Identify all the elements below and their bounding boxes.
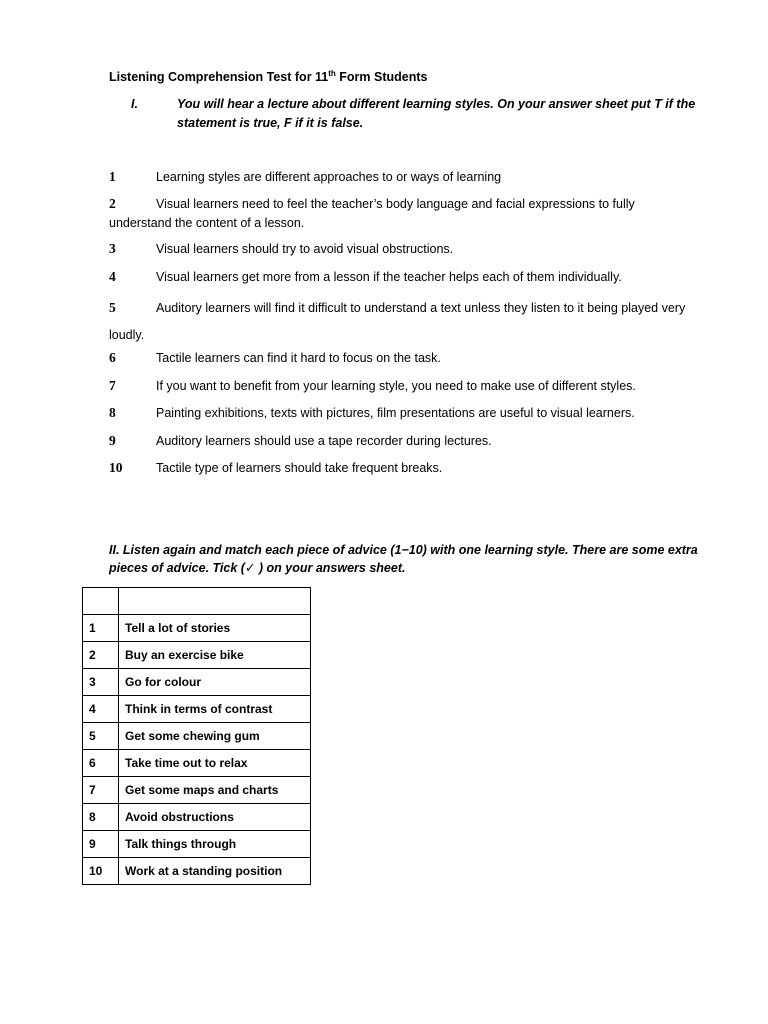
table-row — [83, 642, 311, 669]
title-prefix: Listening Comprehension Test for 11 — [109, 70, 329, 84]
statement-text: Learning styles are different approaches to or ways of learning — [156, 170, 502, 184]
row-advice: Get some chewing gum — [119, 723, 311, 750]
statement-10 — [109, 458, 699, 478]
statement-number: 3 — [109, 241, 116, 256]
table-header-row — [83, 588, 311, 615]
statement-7 — [109, 376, 699, 396]
table-row — [83, 696, 311, 723]
statement-2 — [109, 194, 699, 233]
statement-5 — [109, 294, 699, 349]
table-row — [83, 723, 311, 750]
row-number: 1 — [83, 615, 119, 642]
row-advice: Tell a lot of stories — [119, 615, 311, 642]
statement-number: 4 — [109, 269, 116, 284]
row-advice: Talk things through — [119, 831, 311, 858]
statement-4 — [109, 267, 699, 287]
header-cell-number — [83, 588, 119, 615]
statement-text: If you want to benefit from your learning style, you need to make use of different styles. — [156, 379, 636, 393]
statement-number: 2 — [109, 196, 116, 211]
row-advice: Take time out to relax — [119, 750, 311, 777]
title-superscript: th — [328, 69, 336, 78]
row-number: 10 — [83, 858, 119, 885]
table-row — [83, 831, 311, 858]
statement-number: 1 — [109, 169, 116, 184]
statement-3 — [109, 239, 699, 259]
row-advice: Get some maps and charts — [119, 777, 311, 804]
row-number: 4 — [83, 696, 119, 723]
statement-number: 10 — [109, 460, 123, 475]
row-number: 7 — [83, 777, 119, 804]
statement-text: Painting exhibitions, texts with pictures, film presentations are useful to visual learners. — [156, 406, 635, 420]
section-1-instruction-text: You will hear a lecture about different learning styles. On your answer sheet put T if the statement is true, F if it is false. — [177, 97, 696, 130]
row-number: 8 — [83, 804, 119, 831]
section-2-instructions: II. Listen again and match each piece of advice (1−10) with one learning style. There are some extra pieces of advice. Tick (✓ ) on your answers sheet. — [109, 543, 698, 575]
statement-text: Tactile type of learners should take frequent breaks. — [156, 461, 443, 475]
table-row — [83, 615, 311, 642]
table-row — [83, 750, 311, 777]
section-1-instructions — [131, 95, 701, 133]
row-number: 3 — [83, 669, 119, 696]
statement-number: 5 — [109, 300, 116, 315]
header-cell-advice — [119, 588, 311, 615]
row-advice: Work at a standing position — [119, 858, 311, 885]
statement-9 — [109, 431, 699, 451]
section-1-numeral: I. — [131, 97, 138, 111]
table-row — [83, 777, 311, 804]
statement-text: Auditory learners should use a tape recorder during lectures. — [156, 434, 492, 448]
page-title — [109, 68, 427, 86]
statement-6 — [109, 348, 699, 368]
statement-number: 8 — [109, 405, 116, 420]
statement-number: 9 — [109, 433, 116, 448]
statement-8 — [109, 403, 699, 423]
row-number: 9 — [83, 831, 119, 858]
row-advice: Go for colour — [119, 669, 311, 696]
statement-1 — [109, 167, 699, 187]
statement-text: Visual learners should try to avoid visual obstructions. — [156, 242, 454, 256]
statement-number: 6 — [109, 350, 116, 365]
table-row — [83, 858, 311, 885]
statement-number: 7 — [109, 378, 116, 393]
statement-text: Visual learners need to feel the teacher’s body language and facial expressions to fully understand the content of a lesson. — [109, 197, 635, 230]
row-advice: Think in terms of contrast — [119, 696, 311, 723]
table-row — [83, 804, 311, 831]
table-row — [83, 669, 311, 696]
row-advice: Avoid obstructions — [119, 804, 311, 831]
row-advice: Buy an exercise bike — [119, 642, 311, 669]
advice-table — [82, 587, 311, 885]
statement-text: Auditory learners will find it difficult to understand a text unless they listen to it being played very loudly. — [109, 301, 686, 342]
title-suffix: Form Students — [335, 70, 428, 84]
row-number: 6 — [83, 750, 119, 777]
row-number: 5 — [83, 723, 119, 750]
statement-text: Tactile learners can find it hard to focus on the task. — [156, 351, 441, 365]
statement-text: Visual learners get more from a lesson if the teacher helps each of them individually. — [156, 270, 622, 284]
row-number: 2 — [83, 642, 119, 669]
